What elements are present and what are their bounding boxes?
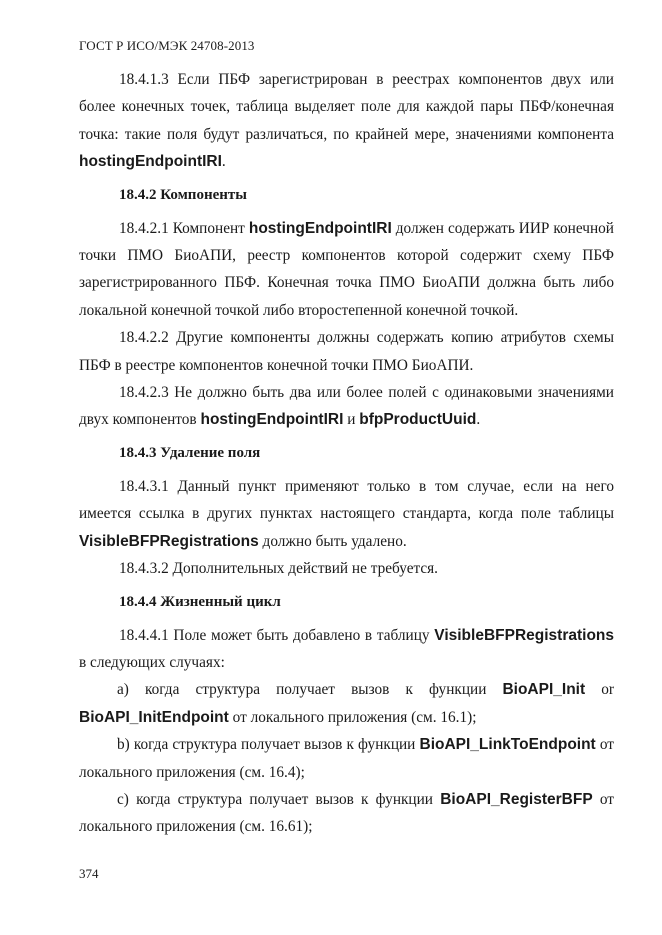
- paragraph-18-4-3-2: 18.4.3.2 Дополнительных действий не требуется.: [119, 560, 439, 578]
- list-item-text: b) когда структура получает вызов к функции: [117, 736, 420, 754]
- section-heading-18-4-3: 18.4.3 Удаление поля: [119, 444, 261, 461]
- document-body: [79, 66, 614, 841]
- punctuation: .: [221, 153, 226, 171]
- paragraph-18-4-2-3: [79, 379, 614, 434]
- list-item-text: от локального приложения (см. 16.1);: [228, 708, 477, 726]
- code-term: hostingEndpointIRI: [200, 411, 344, 429]
- code-term: VisibleBFPRegistrations: [79, 532, 259, 550]
- list-item-text: с) когда структура получает вызов к функции: [117, 790, 441, 808]
- code-term: BioAPI_LinkToEndpoint: [419, 736, 596, 754]
- paragraph-text: и: [343, 411, 360, 429]
- paragraph-text: 18.4.2.1 Компонент: [119, 219, 249, 237]
- paragraph-18-4-4-1: [79, 622, 614, 677]
- list-item-a: [79, 676, 614, 731]
- code-term: BioAPI_Init: [502, 681, 586, 699]
- paragraph-text: 18.4.3.1 Данный пункт применяют только в том случае, если на него имеется ссылка в других пунктах настоящего стандарта, когда поле таблицы: [79, 477, 614, 523]
- paragraph-18-4-2-1: [79, 215, 614, 325]
- list-item-text: от локального приложения (см. 16.61);: [79, 790, 614, 836]
- document-header: ГОСТ Р ИСО/МЭК 24708-2013: [79, 38, 255, 53]
- list-item-c: [79, 786, 614, 841]
- code-term: bfpProductUuid: [359, 411, 477, 429]
- page-number: 374: [79, 866, 99, 881]
- list-item-text: а) когда структура получает вызов к функции: [117, 681, 503, 699]
- paragraph-text: должно быть удалено.: [258, 532, 407, 550]
- paragraph-text: 18.4.1.3 Если ПБФ зарегистрирован в реестрах компонентов двух или более конечных точек, таблица выделяет поле для каждой пары ПБФ/конечная точка: такие поля будут различаться, по крайней мере, значениями компонента: [79, 71, 614, 143]
- paragraph-text: должен содержать ИИР конечной точки ПМО БиоАПИ, реестр компонентов которой содержит схему ПБФ зарегистрированного ПБФ. Конечная точка ПМО БиоАПИ должна быть либо локальной конечной точкой либо второстепенной конечной точкой.: [79, 219, 614, 319]
- code-term: BioAPI_RegisterBFP: [440, 790, 593, 808]
- code-term: hostingEndpointIRI: [248, 219, 392, 237]
- paragraph-text: 18.4.2.3 Не должно быть два или более полей с одинаковыми значениями двух компонентов: [79, 384, 614, 429]
- list-item-text: or: [585, 681, 614, 699]
- paragraph-text: 18.4.4.1 Поле может быть добавлено в таблицу: [119, 626, 435, 644]
- code-term: VisibleBFPRegistrations: [434, 626, 614, 644]
- code-term: BioAPI_InitEndpoint: [79, 708, 229, 726]
- paragraph-text: в следующих случаях:: [79, 653, 225, 671]
- code-term: hostingEndpointIRI: [79, 153, 222, 171]
- list-item-b: [79, 731, 614, 786]
- section-heading-18-4-4: 18.4.4 Жизненный цикл: [119, 593, 281, 610]
- paragraph-18-4-2-2: 18.4.2.2 Другие компоненты должны содержать копию атрибутов схемы ПБФ в реестре компонентов конечной точки ПМО БиоАПИ.: [79, 329, 614, 374]
- list-item-text: от локального приложения (см. 16.4);: [79, 736, 614, 781]
- paragraph-18-4-3-1: [79, 473, 614, 555]
- paragraph-18-4-1-3: [79, 66, 614, 176]
- punctuation: .: [476, 411, 481, 429]
- section-heading-18-4-2: 18.4.2 Компоненты: [119, 186, 247, 203]
